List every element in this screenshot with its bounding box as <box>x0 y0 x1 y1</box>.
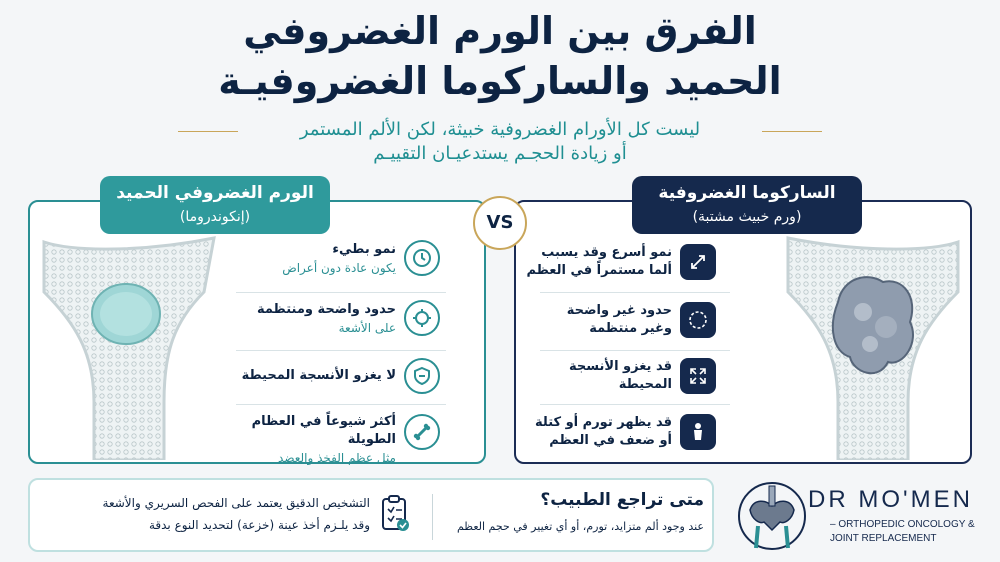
benign-tag <box>100 176 330 234</box>
malignant-item-3-sub: المحيطة <box>618 377 672 392</box>
benign-item-2 <box>226 301 396 337</box>
brand-name: DR MO'MEN <box>808 486 973 513</box>
when-to-see-doctor <box>440 488 704 536</box>
benign-item-4-sub: مثل عظم الفخذ والعضد <box>278 451 396 465</box>
benign-divider-2 <box>236 350 446 351</box>
malignant-item-3-title: قد يغزو الأنسجة <box>569 359 672 374</box>
malignant-item-4-sub: أو ضعف في العظم <box>549 433 672 448</box>
benign-item-4-title: أكثر شيوعاً في العظام الطويلة <box>251 414 396 447</box>
person-icon <box>680 414 716 450</box>
question-text: متى تراجع الطبيب؟ <box>540 490 704 510</box>
answer-text: عند وجود ألم متزايد، تورم، أو أي تغيير في حجم العظم <box>456 520 704 533</box>
benign-divider-1 <box>236 292 446 293</box>
malignant-item-1 <box>526 244 672 280</box>
clock-icon <box>404 240 440 276</box>
malignant-divider-1 <box>540 292 730 293</box>
diagnosis-line-2: وقد يلـزم أخذ عينة (خزعة) لتحديد النوع بدقة <box>148 518 370 532</box>
malignant-item-4 <box>526 414 672 450</box>
malignant-item-3 <box>526 358 672 394</box>
malignant-tag <box>632 176 862 234</box>
arrows-icon <box>680 244 716 280</box>
malignant-tag-sub: (ورم خبيث مشتبة) <box>692 209 802 225</box>
benign-item-1 <box>226 241 396 277</box>
malignant-tag-title: الساركوما الغضروفية <box>658 183 836 203</box>
title-line-1: الفرق بين الورم الغضروفي <box>243 9 757 53</box>
page-title <box>0 6 1000 106</box>
bone-icon <box>404 414 440 450</box>
subtitle-line-2: أو زيادة الحجـم يستدعيـان التقييـم <box>373 143 627 164</box>
target-icon <box>404 300 440 336</box>
title-line-2: الحميد والساركوما الغضروفيـة <box>218 59 782 103</box>
malignant-divider-3 <box>540 404 730 405</box>
benign-item-2-sub: على الأشعة <box>338 321 396 335</box>
brand-sub-line-1: – ORTHOPEDIC ONCOLOGY & <box>830 519 975 530</box>
expand-icon <box>680 358 716 394</box>
benign-divider-3 <box>236 404 446 405</box>
malignant-divider-2 <box>540 350 730 351</box>
clipboard-icon <box>380 494 410 534</box>
benign-tag-title: الورم الغضروفي الحميد <box>116 183 314 203</box>
malignant-item-1-title: نمو أسرع وقد يسبب <box>541 245 672 260</box>
dashed-circle-icon <box>680 302 716 338</box>
subtitle <box>0 118 1000 166</box>
benign-item-4 <box>226 413 396 467</box>
malignant-item-2-sub: وغير منتظمة <box>589 321 672 336</box>
brand-subtitle <box>830 518 975 546</box>
malignant-item-2-title: حدود غير واضحة <box>566 303 672 318</box>
malignant-bone-illustration <box>778 232 968 460</box>
diagnosis-note <box>70 492 370 536</box>
malignant-item-2 <box>526 302 672 338</box>
benign-tag-sub: (إنكوندروما) <box>179 209 251 225</box>
benign-item-3-title: لا يغزو الأنسجة المحيطة <box>241 368 396 383</box>
malignant-item-1-sub: ألما مستمراً في العظم <box>526 263 672 278</box>
subtitle-line-1: ليست كل الأورام الغضروفية خبيثة، لكن الألم المستمر <box>299 119 701 140</box>
shield-icon <box>404 358 440 394</box>
benign-item-1-title: نمو بطيء <box>332 242 396 257</box>
vs-badge: VS <box>473 196 527 250</box>
info-divider <box>432 494 433 540</box>
pelvis-logo-icon <box>736 476 808 556</box>
benign-item-1-sub: يكون عادة دون أعراض <box>282 261 396 275</box>
benign-item-3 <box>226 367 396 385</box>
benign-item-2-title: حدود واضحة ومنتظمة <box>256 302 396 317</box>
benign-bone-illustration <box>34 232 224 460</box>
malignant-item-4-title: قد يظهر تورم أو كتلة <box>535 415 672 430</box>
diagnosis-line-1: التشخيص الدقيق يعتمد على الفحص السريري والأشعة <box>102 496 370 510</box>
brand-sub-line-2: JOINT REPLACEMENT <box>830 533 937 544</box>
